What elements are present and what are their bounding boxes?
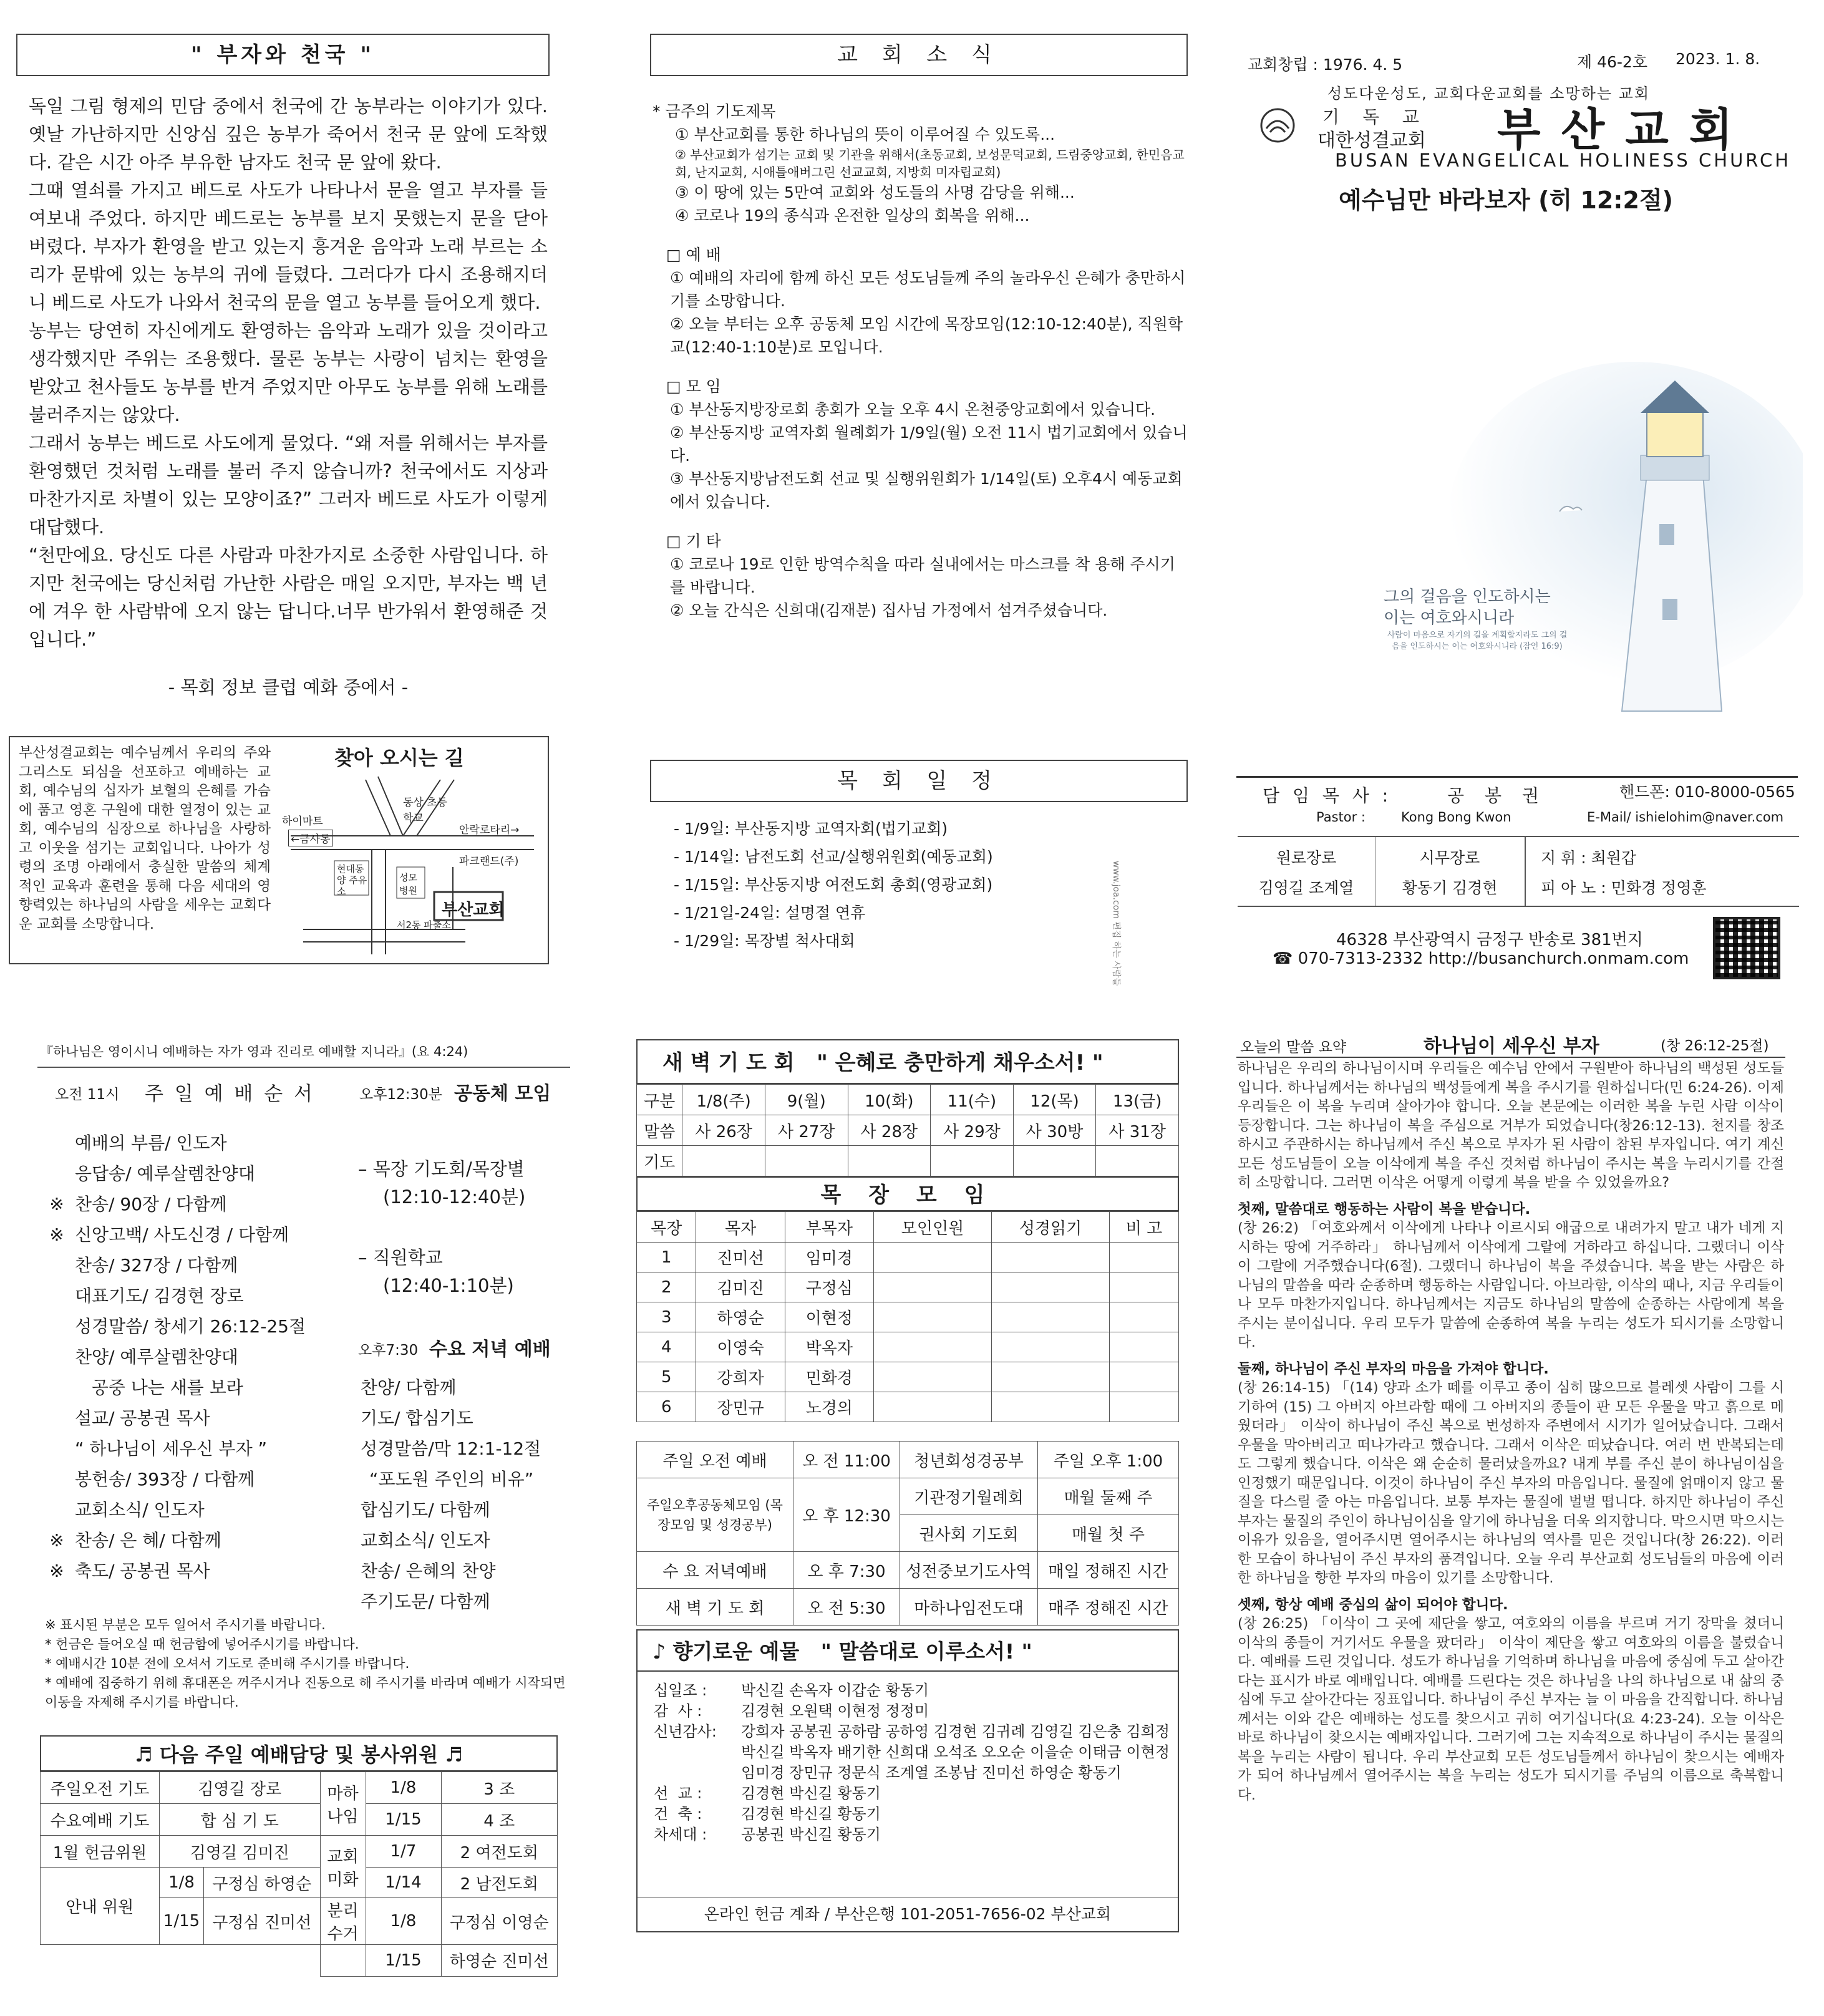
dawn-title: 새 벽 기 도 회 " 은혜로 충만하게 채우소서! " bbox=[636, 1039, 1179, 1084]
sunday-order-text: 찬송/ 327장 / 다함께 bbox=[75, 1255, 238, 1276]
wednesday-time: 오후7:30 bbox=[358, 1342, 419, 1359]
sunday-order-text: 설교/ 공봉권 목사 bbox=[75, 1408, 210, 1428]
image-caption-1: 그의 걸음을 인도하시는 bbox=[1384, 588, 1551, 606]
duty-cell: 합 심 기 도 bbox=[160, 1804, 321, 1836]
news-section-head: □ 모 임 bbox=[666, 377, 721, 395]
offering-names: 박신길 손옥자 이갑순 황동기 bbox=[741, 1682, 929, 1699]
sunday-order-item bbox=[39, 1158, 338, 1189]
cell-table-cell bbox=[992, 1302, 1110, 1332]
issue-date: 2023. 1. 8. bbox=[1676, 50, 1760, 68]
news-item: ② 부산동지방 교역자회 월례회가 1/9일(월) 오전 11시 법기교회에서 있습니다. bbox=[670, 424, 1188, 465]
sunday-order-item bbox=[39, 1311, 338, 1342]
map-label: 서2동 파출소 bbox=[397, 919, 451, 931]
sermon-title: 하나님이 세우신 부자 bbox=[1424, 1035, 1599, 1057]
cell-header-cell: 목장 bbox=[637, 1212, 696, 1243]
story-title: " 부자와 천국 " bbox=[16, 34, 550, 76]
duty-cell: 분리 수거 bbox=[320, 1898, 366, 1945]
duty-cell: 1/8 bbox=[366, 1898, 441, 1945]
schedule-title: 목 회 일 정 bbox=[650, 760, 1188, 802]
wednesday-item: 주기도문/ 다함께 bbox=[361, 1591, 490, 1612]
table-row bbox=[637, 1302, 1179, 1332]
dawn-scripture-cell: 사 29장 bbox=[931, 1115, 1014, 1146]
cell-table-cell: 임미경 bbox=[785, 1243, 873, 1272]
dawn-prayer-cell: 기도 bbox=[637, 1146, 682, 1176]
pastor-en-label: Pastor : bbox=[1316, 810, 1366, 825]
dawn-scripture-cell: 사 31장 bbox=[1096, 1115, 1179, 1146]
offering-category: 차세대 : bbox=[654, 1826, 707, 1843]
news-section-head: □ 기 타 bbox=[666, 532, 721, 550]
offering-names: 김경현 박신길 황동기 bbox=[741, 1805, 881, 1823]
duty-cell: 1/15 bbox=[366, 1804, 441, 1836]
staff-grid bbox=[1238, 836, 1799, 907]
qr-code-icon bbox=[1713, 917, 1780, 979]
sunday-order-item bbox=[39, 1464, 338, 1495]
offering-row bbox=[654, 1722, 1172, 1783]
offering-category: 십일조 : bbox=[654, 1682, 707, 1699]
worship-note: ※ 표시된 부분은 모두 일어서 주시기를 바랍니다. bbox=[45, 1617, 326, 1632]
wednesday-list bbox=[361, 1372, 541, 1617]
cell-table-cell bbox=[992, 1243, 1110, 1272]
schedule-item: - 1/9일: 부산동지방 교역자회(법기교회) bbox=[674, 820, 948, 838]
dawn-scripture-cell: 사 27장 bbox=[765, 1115, 848, 1146]
offering-category: 선 교 : bbox=[654, 1785, 702, 1802]
sunday-order-item bbox=[39, 1495, 338, 1525]
times-cell: 새 벽 기 도 회 bbox=[637, 1589, 793, 1626]
story-paragraph: 그래서 농부는 베드로 사도에게 물었다. “왜 저를 위해서는 부자를 환영했던 것처럼 노래를 불러 주지 않습니까? 천국에서도 지상과 마찬가지로 차별이 있는 모양이죠?” 그러자 베드로 사도가 이렇게 대답했다. bbox=[29, 432, 548, 538]
schedule-item: - 1/15일: 부산동지방 여전도회 총회(영광교회) bbox=[674, 876, 993, 894]
afternoon-item: – 목장 기도회/목장별 bbox=[358, 1158, 525, 1180]
cell-table-cell: 3 bbox=[637, 1302, 696, 1332]
dawn-scripture-cell: 사 26장 bbox=[682, 1115, 765, 1146]
news-section-head: □ 예 배 bbox=[666, 246, 721, 264]
sunday-order-text: 성경말씀/ 창세기 26:12-25절 bbox=[75, 1316, 306, 1337]
sermon-ref: (창 26:12-25절) bbox=[1661, 1038, 1769, 1054]
table-row bbox=[637, 1332, 1179, 1362]
prayer-item: ② 부산교회가 섬기는 교회 및 기관을 위해서(초동교회, 보성문덕교회, 드림중앙교회, 한민음교회, 난지교회, 시애틀애버그린 선교교회, 지방회 미자립교회) bbox=[675, 147, 1185, 180]
sermon-text: 하나님은 우리의 하나님이시며 우리들은 예수님 안에서 구원받아 하나님의 백성된 성도들입니다. 하나님께서는 하나님의 백성들에게 복을 주시기를 원하십니다(민 6:24-26). 이제 우리들은 이 복을 누리며 살아가야 합니다. 오늘 본문에는 이러한 복을 누린 사람 이삭이 등장합니다. 그는 하나님이 복을 주심으로 거부가 되었습니다(창26:12-13). 천지를 창조하시고 주관하시는 하나님께서 주신 복으로 부자가 된 사람이 참된 부자입니다. 여기 계신 모든 성도님들이 오늘 이삭에게 복을 주신 것처럼 하나님이 주시는 복을 누리시기를 간절히 소망합니다. 그러면 이삭은 어떻게 이렇게 복을 받을 수 있었을까요? bbox=[1238, 1060, 1784, 1191]
offering-category: 건 축 : bbox=[654, 1805, 702, 1823]
pastor-email: E-Mail/ ishielohim@naver.com bbox=[1587, 810, 1784, 825]
times-cell: 오 후 12:30 bbox=[793, 1478, 900, 1552]
duty-cell: 2 여전도회 bbox=[441, 1836, 558, 1868]
sunday-order-item bbox=[39, 1403, 338, 1433]
duty-cell: 김영길 김미진 bbox=[160, 1836, 321, 1868]
sunday-order bbox=[39, 1128, 338, 1586]
dawn-prayer-cell bbox=[682, 1146, 765, 1176]
cell-header-cell: 부목자 bbox=[785, 1212, 873, 1243]
denomination-2: 대한성결교회 bbox=[1317, 130, 1426, 152]
wednesday-item: 기도/ 합심기도 bbox=[361, 1408, 473, 1428]
image-caption-2: 이는 여호와시니라 bbox=[1384, 609, 1515, 628]
dawn-header-cell: 11(수) bbox=[931, 1085, 1014, 1115]
dawn-header-cell: 12(목) bbox=[1013, 1085, 1096, 1115]
prayer-item: ④ 코로나 19의 종식과 온전한 일상의 회복을 위해... bbox=[675, 206, 1030, 225]
offering-names: 강희자 공봉권 공하람 공하영 김경현 김귀례 김영길 김은충 김희정 박신길 박옥자 배기한 신희대 오석조 오오순 이을순 이태금 이현정 임미경 장민규 정문식 조계열 조봉남 진미선 하영순 황동기 bbox=[741, 1723, 1170, 1781]
image-small-caption: 사람이 마음으로 자기의 길을 계획할지라도 그의 걸음을 인도하시는 이는 여호와시니라 (잠언 16:9) bbox=[1387, 631, 1568, 651]
news-item: ③ 부산동지방남전도회 선교 및 실행위원회가 1/14일(토) 오후4시 예동교회에서 있습니다. bbox=[670, 470, 1183, 511]
news-item: ① 예배의 자리에 함께 하신 모든 성도님들께 주의 놀라우신 은혜가 충만하시기를 소망합니다. bbox=[670, 269, 1186, 310]
wednesday-item: 교회소식/ 인도자 bbox=[361, 1530, 490, 1551]
cell-table bbox=[636, 1211, 1179, 1422]
times-cell: 청년회성경공부 bbox=[900, 1442, 1038, 1478]
sermon-text: (창 26:14-15) 「(14) 양과 소가 떼를 이루고 종이 심히 많으므로 블레셋 사람이 그를 시기하여 (15) 그 아버지 아브라함 때에 그 아버지의 종들이 판 모든 우물을 막고 흙으로 메웠더라」 이삭이 하나님이 주신 복으로 번성하자 주변에서 시기가 일어났습니다. 그래서 우물을 막아버리고 떠나가라고 했습니다. 그래서 이삭은 떠났습니다. 여러 번 반복되는데도 그렇게 했습니다. 이삭은 왜 순순히 물러났을까요? 내게 부를 주신 분이 하나님이심을 인정했기 때문입니다. 이것이 하나님이 주신 부자의 마음입니다. 물질에 얽매이지 않고 물질을 다스릴 줄 아는 마음입니다. 보통 부자는 물질에 벌벌 떱니다. 하지만 하나님이 주신 부자는 물질의 주인이 하나님이심을 알기에 하나님을 더욱 의지합니다. 막으시면 막으시는 이유가 있음을, 열어주시면 열어주시는 하나님의 역사를 믿은 것입니다(창 26:22). 이러한 모습이 하나님이 주신 부자의 품격입니다. 오늘 우리 부산교회 성도님들의 마음에 이러한 하나님을 향한 부자의 마음이 있기를 소망합니다. bbox=[1238, 1380, 1784, 1586]
map-label: 부산교회 bbox=[442, 901, 505, 919]
founded-date: 교회창립 : 1976. 4. 5 bbox=[1248, 56, 1403, 74]
story-source: - 목회 정보 클럽 예화 중에서 - bbox=[168, 677, 409, 698]
cell-header-cell: 성경읽기 bbox=[992, 1212, 1110, 1243]
schedule-item: - 1/14일: 남전도회 선교/실행위원회(예동교회) bbox=[674, 848, 993, 866]
cell-table-cell: 4 bbox=[637, 1332, 696, 1362]
sunday-order-item bbox=[39, 1281, 338, 1311]
sermon-point-heading: 둘째, 하나님이 주신 부자의 마음을 가져야 합니다. bbox=[1238, 1360, 1549, 1377]
duty-cell: 1/15 bbox=[160, 1898, 204, 1945]
sunday-order-item bbox=[39, 1250, 338, 1281]
duty-cell: 구정심 이영순 bbox=[441, 1898, 558, 1945]
church-motto: 성도다운성도, 교회다운교회를 소망하는 교회 bbox=[1327, 85, 1651, 102]
times-cell: 오 전 11:00 bbox=[793, 1442, 900, 1478]
duty-cell: 1/15 bbox=[366, 1945, 441, 1977]
times-cell: 성전중보기도사역 bbox=[900, 1552, 1038, 1589]
dawn-header-cell: 10(화) bbox=[848, 1085, 931, 1115]
sermon-text: (창 26:2) 「여호와께서 이삭에게 나타나 이르시되 애굽으로 내려가지 말고 내가 네게 지시하는 땅에 거주하라」 하나님께서 이삭에게 그랄에 거하라고 하십니다. 그랬더니 이삭이 그랄에 거주했습니다(6절). 그랬더니 하나님이 복을 주셨습니다. 복을 받는 사람은 하나님의 말씀을 따라 순종하며 행동하는 사람입니다. 아브라함, 이삭의 때나, 지금 우리들이나 모두 마찬가지입니다. 하나님께서는 지금도 하나님의 말씀에 순종하는 사람에게 복을 주시는 분이십니다. 우리 모두가 말씀에 순종하여 복을 누리는 성도가 되시기를 소망합니다. bbox=[1238, 1220, 1784, 1350]
pastor-label: 담 임 목 사 : bbox=[1263, 785, 1392, 806]
map-label: 동상 초등학교 bbox=[403, 797, 448, 825]
duty-cell: 교회 미화 bbox=[320, 1836, 366, 1898]
duty-cell: 하영순 진미선 bbox=[441, 1945, 558, 1977]
elder-emeritus-names: 김영길 조계열 bbox=[1258, 879, 1354, 897]
times-cell: 마하나임전도대 bbox=[900, 1589, 1038, 1626]
sunday-order-item bbox=[39, 1189, 338, 1219]
dawn-header-cell: 구분 bbox=[637, 1085, 682, 1115]
offering-row bbox=[654, 1783, 1172, 1804]
story-paragraph: 그때 열쇠를 가지고 베드로 사도가 나타나서 문을 열고 부자를 들여보내 주었다. 하지만 베드로는 농부를 보지 못했는지 문을 닫아 버렸다. 부자가 환영을 받고 있는지 흥겨운 음악과 노래 부르는 소리가 문밖에 있는 농부의 귀에 들렸다. 그러다가 다시 조용해지더니 베드로 사도가 나와서 천국의 문을 열고 농부를 들어오게 했다. bbox=[29, 180, 548, 313]
sunday-order-text: 찬양/ 예루살렘찬양대 bbox=[75, 1347, 238, 1367]
standing-mark: ※ bbox=[49, 1530, 64, 1551]
afternoon-title: 공동체 모임 bbox=[454, 1083, 551, 1105]
sunday-order-item bbox=[39, 1219, 338, 1250]
sunday-order-text: 교회소식/ 인도자 bbox=[75, 1500, 205, 1520]
table-row bbox=[637, 1392, 1179, 1422]
duty-cell: 수요예배 기도 bbox=[41, 1804, 160, 1836]
times-cell: 기관정기월례회 bbox=[900, 1478, 1038, 1515]
cell-table-cell: 민화경 bbox=[785, 1362, 873, 1392]
side-print-text: www.joa.com 편집 하는 사람들 bbox=[1111, 861, 1121, 986]
cell-table-cell bbox=[992, 1332, 1110, 1362]
sunday-order-item bbox=[39, 1128, 338, 1158]
sermon-body bbox=[1238, 1059, 1784, 1805]
sermon-point-heading: 첫째, 말씀대로 행동하는 사람이 복을 받습니다. bbox=[1238, 1201, 1531, 1218]
dawn-prayer-cell bbox=[931, 1146, 1014, 1176]
duty-cell: 구정심 진미선 bbox=[204, 1898, 321, 1945]
duty-cell: 안내 위원 bbox=[41, 1868, 160, 1945]
news-item: ② 오늘 부터는 오후 공동체 모임 시간에 목장모임(12:10-12:40분), 직원학교(12:40-1:10분)로 모입니다. bbox=[670, 315, 1183, 356]
dawn-table bbox=[636, 1084, 1179, 1176]
duty-cell: 1/7 bbox=[366, 1836, 441, 1868]
sunday-order-item bbox=[39, 1556, 338, 1586]
dawn-prayer-cell bbox=[1013, 1146, 1096, 1176]
cell-table-cell: 박옥자 bbox=[785, 1332, 873, 1362]
sunday-order-text: 대표기도/ 김경현 장로 bbox=[75, 1286, 244, 1306]
standing-mark: ※ bbox=[49, 1561, 64, 1581]
cell-table-cell bbox=[873, 1392, 991, 1422]
cell-table-cell bbox=[992, 1392, 1110, 1422]
church-name-en: BUSAN EVANGELICAL HOLINESS CHURCH bbox=[1335, 150, 1792, 171]
table-row bbox=[637, 1272, 1179, 1302]
map-label: 파크랜드(주) bbox=[459, 855, 519, 868]
story-paragraph: 농부는 당연히 자신에게도 환영하는 음악과 노래가 있을 것이라고 생각했지만 주위는 조용했다. 물론 농부는 사랑이 넘치는 환영을 받았고 천사들도 농부를 반겨 주었지만 아무도 농부를 위해 노래를 불러주지는 않았다. bbox=[29, 320, 548, 425]
map-title: 찾아 오시는 길 bbox=[334, 746, 464, 770]
duty-cell: 주일오전 기도 bbox=[41, 1772, 160, 1804]
dawn-prayer-cell bbox=[765, 1146, 848, 1176]
sunday-order-text: 신앙고백/ 사도신경 / 다함께 bbox=[75, 1224, 289, 1245]
offering-names: 공봉권 박신길 황동기 bbox=[741, 1826, 881, 1843]
sermon-label: 오늘의 말씀 요약 bbox=[1240, 1039, 1347, 1055]
sunday-order-item bbox=[39, 1525, 338, 1556]
dawn-scripture-cell: 사 30방 bbox=[1013, 1115, 1096, 1146]
year-theme: 예수님만 바라보자 (히 12:2절) bbox=[1339, 187, 1674, 214]
times-cell: 주일오후공동체모임 (목장모임 및 성경공부) bbox=[637, 1478, 793, 1552]
offering-category: 감 사 : bbox=[654, 1702, 702, 1720]
sunday-order-text: 공중 나는 새를 보라 bbox=[75, 1377, 243, 1398]
cell-table-cell bbox=[1110, 1332, 1179, 1362]
choir-director: 지 휘 : 최원갑 bbox=[1541, 849, 1637, 867]
cell-table-cell bbox=[1110, 1392, 1179, 1422]
times-cell: 매일 정해진 시간 bbox=[1038, 1552, 1179, 1589]
lighthouse-illustration bbox=[1354, 362, 1803, 717]
news-item: ① 코로나 19로 인한 방역수칙을 따라 실내에서는 마스크를 착 용해 주시기를 바랍니다. bbox=[670, 555, 1175, 596]
cell-table-cell bbox=[1110, 1362, 1179, 1392]
story-paragraph: “천만에요. 당신도 다른 사람과 마찬가지로 소중한 사람입니다. 하지만 천국에는 당신처럼 가난한 사람은 매일 오지만, 부자는 백 년에 겨우 한 사람밖에 오지 않는 답니다.너무 반가워서 환영해준 것 입니다.” bbox=[29, 545, 548, 650]
wednesday-item: 찬양/ 다함께 bbox=[361, 1377, 457, 1398]
church-contact: ☎ 070-7313-2332 http://busanchurch.onmam.com bbox=[1273, 949, 1689, 968]
cell-table-cell: 이영숙 bbox=[696, 1332, 785, 1362]
cell-table-cell: 6 bbox=[637, 1392, 696, 1422]
map-label: ←금사동 bbox=[288, 830, 333, 846]
dawn-prayer-cell bbox=[1096, 1146, 1179, 1176]
offering-row bbox=[654, 1804, 1172, 1825]
elder-emeritus-head: 원로장로 bbox=[1276, 849, 1337, 867]
cell-table-cell: 1 bbox=[637, 1243, 696, 1272]
cell-table-cell: 노경의 bbox=[785, 1392, 873, 1422]
cell-table-cell bbox=[992, 1362, 1110, 1392]
dawn-scripture-cell: 사 28장 bbox=[848, 1115, 931, 1146]
cell-table-cell bbox=[992, 1272, 1110, 1302]
offering-account: 온라인 헌금 계좌 / 부산은행 101-2051-7656-02 부산교회 bbox=[638, 1897, 1178, 1931]
wednesday-item: “포도원 주인의 비유” bbox=[369, 1469, 534, 1490]
cell-header-cell: 비 고 bbox=[1110, 1212, 1179, 1243]
prayer-item: ③ 이 땅에 있는 5만여 교회와 성도들의 사명 감당을 위해... bbox=[675, 183, 1075, 201]
vision-text: 부산성결교회는 예수님께서 우리의 주와 그리스도 되심을 선포하고 예배하는 교회, 예수님의 십자가 보혈의 은혜를 가슴에 품고 영혼 구원에 대한 열정이 있는 교회, 예수님의 심장으로 하나님을 사랑하고 이웃을 섬기는 교회입니다. 나아가 성령의 조명 아래에서 충실한 말씀의 체계적인 교육과 훈련을 통해 다음 세대의 영향력있는 하나님의 사람을 세우는 교회다운 교회를 소망합니다. bbox=[19, 745, 271, 933]
table-row bbox=[637, 1243, 1179, 1272]
church-name: 부 산 교 회 bbox=[1497, 104, 1735, 156]
afternoon-list bbox=[358, 1155, 525, 1300]
worship-note: * 헌금은 들어오실 때 헌금함에 넣어주시기를 바랍니다. bbox=[45, 1637, 359, 1652]
prayer-item: ① 부산교회를 통한 하나님의 뜻이 이루어질 수 있도록... bbox=[675, 125, 1055, 143]
staff-top-rule bbox=[1236, 776, 1798, 778]
duty-cell: 2 남전도회 bbox=[441, 1868, 558, 1898]
duty-cell: 1/8 bbox=[160, 1868, 204, 1898]
cell-table-cell bbox=[873, 1332, 991, 1362]
cell-table-cell bbox=[873, 1302, 991, 1332]
news-title: 교 회 소 식 bbox=[650, 34, 1188, 76]
times-cell: 주일 오전 예배 bbox=[637, 1442, 793, 1478]
dawn-header-cell: 1/8(주) bbox=[682, 1085, 765, 1115]
cell-table-cell bbox=[1110, 1243, 1179, 1272]
dawn-header-cell: 9(월) bbox=[765, 1085, 848, 1115]
offering-row bbox=[654, 1701, 1172, 1722]
worship-note: * 예배시간 10분 전에 오셔서 기도로 준비해 주시기를 바랍니다. bbox=[45, 1656, 410, 1671]
news-body bbox=[652, 100, 1189, 622]
cell-table-cell: 강희자 bbox=[696, 1362, 785, 1392]
times-cell: 오 후 7:30 bbox=[793, 1552, 900, 1589]
duty-table bbox=[40, 1771, 558, 1977]
offering-box bbox=[636, 1672, 1179, 1932]
afternoon-item: – 직원학교 bbox=[358, 1247, 443, 1268]
issue-number: 제 46-2호 bbox=[1577, 53, 1647, 71]
pianist: 피 아 노 : 민화경 정영훈 bbox=[1541, 879, 1707, 897]
offering-row bbox=[654, 1680, 1172, 1701]
denomination-1: 기 독 교 bbox=[1322, 107, 1428, 127]
cell-table-cell: 5 bbox=[637, 1362, 696, 1392]
sunday-order-text: “ 하나님이 세우신 부자 ” bbox=[75, 1438, 268, 1459]
duty-cell: 1/14 bbox=[366, 1868, 441, 1898]
cell-table-cell: 진미선 bbox=[696, 1243, 785, 1272]
duty-cell: 3 조 bbox=[441, 1772, 558, 1804]
offering-names: 김경현 박신길 황동기 bbox=[741, 1785, 881, 1802]
map-label: 현대동양 주유소 bbox=[337, 863, 367, 897]
cell-table-cell bbox=[873, 1272, 991, 1302]
times-cell: 오 전 5:30 bbox=[793, 1589, 900, 1626]
cell-table-cell bbox=[1110, 1302, 1179, 1332]
cell-table-cell: 이현정 bbox=[785, 1302, 873, 1332]
duty-title: ♬ 다음 주일 예배담당 및 봉사위원 ♬ bbox=[40, 1735, 558, 1771]
offering-row bbox=[654, 1825, 1172, 1845]
cell-header-cell: 모인인원 bbox=[873, 1212, 991, 1243]
sunday-order-item bbox=[39, 1433, 338, 1464]
cell-header-cell: 목자 bbox=[696, 1212, 785, 1243]
pastor-name-en: Kong Bong Kwon bbox=[1401, 810, 1511, 825]
cell-table-cell bbox=[873, 1362, 991, 1392]
cell-table-cell bbox=[873, 1243, 991, 1272]
worship-verse: 『하나님은 영이시니 예배하는 자가 영과 진리로 예배할 지니라』(요 4:24) bbox=[40, 1044, 468, 1059]
afternoon-item: (12:10-12:40분) bbox=[383, 1186, 526, 1208]
sunday-order-text: 응답송/ 예루살렘찬양대 bbox=[75, 1163, 255, 1184]
duty-cell: 1월 헌금위원 bbox=[41, 1836, 160, 1868]
duty-cell: 4 조 bbox=[441, 1804, 558, 1836]
table-row bbox=[637, 1362, 1179, 1392]
cell-table-cell: 하영순 bbox=[696, 1302, 785, 1332]
cell-table-cell: 2 bbox=[637, 1272, 696, 1302]
elder-serving-names: 황동기 김경현 bbox=[1402, 879, 1498, 897]
standing-mark: ※ bbox=[49, 1224, 64, 1245]
times-cell: 수 요 저녁예배 bbox=[637, 1552, 793, 1589]
worship-notes bbox=[45, 1616, 575, 1712]
worship-note: * 예배에 집중하기 위해 휴대폰은 꺼주시거나 진동으로 해 주시기를 바라며 예배가 시작되면 이동을 자제해 주시기를 바랍니다. bbox=[45, 1675, 566, 1710]
cell-table-cell bbox=[1110, 1272, 1179, 1302]
prayer-head: * 금주의 기도제목 bbox=[652, 102, 776, 120]
news-item: ② 오늘 간식은 신희대(김재분) 집사님 가정에서 섬겨주셨습니다. bbox=[670, 601, 1108, 619]
church-address: 46328 부산광역시 금정구 반송로 381번지 bbox=[1336, 931, 1643, 949]
cell-table-cell: 장민규 bbox=[696, 1392, 785, 1422]
times-cell: 매주 정해진 시간 bbox=[1038, 1589, 1179, 1626]
pastor-name: 공 봉 권 bbox=[1447, 785, 1546, 806]
standing-mark: ※ bbox=[49, 1194, 64, 1214]
wednesday-item: 찬송/ 은혜의 찬양 bbox=[361, 1561, 496, 1581]
sermon-text: (창 26:25) 「이삭이 그 곳에 제단을 쌓고, 여호와의 이름을 부르며 거기 장막을 쳤더니 이삭의 종들이 거기서도 우물을 팠더라」 이삭이 제단을 쌓고 여호와의 이름을 불렀습니다. 예배를 드린 것입니다. 성도가 하나님을 기억하며 하나님을 마음에 중심에 두고 살아간다는 표시가 바로 예배입니다. 예배를 드린다는 것은 하나님을 나의 하나님으로 내 삶의 중심에 두고 살아간다는 징표입니다. 하나님이 주신 부자는 늘 이 마음을 간직합니다. 하나님께서는 이와 같은 예배하는 성도를 찾으시고 귀히 여기십니다(요 4:23-24). 오늘 이삭은 바로 하나님이 찾으시는 예배자입니다. 그러기에 그는 지속적으로 하나님이 주시는 물질의 복을 누리는 사람이 됩니다. 우리 부산교회 모든 성도님들께서 하나님이 찾으시는 예배자가 되어 하나님께서 열어주시는 복을 누리는 성도가 되시기를 주님의 이름으로 축복합니다. bbox=[1238, 1616, 1784, 1803]
wednesday-title: 수요 저녁 예배 bbox=[429, 1339, 551, 1360]
offering-names: 김경현 오원택 이현정 정정미 bbox=[741, 1702, 929, 1720]
sunday-order-item bbox=[39, 1372, 338, 1403]
offering-title: ♪ 향기로운 예물 " 말씀대로 이루소서! " bbox=[636, 1629, 1179, 1672]
wednesday-item: 합심기도/ 다함께 bbox=[361, 1500, 490, 1520]
pastor-phone: 핸드폰: 010-8000-0565 bbox=[1619, 783, 1795, 801]
afternoon-item: (12:40-1:10분) bbox=[383, 1275, 514, 1296]
schedule-item: - 1/21일-24일: 설명절 연휴 bbox=[674, 904, 866, 922]
location-map bbox=[278, 742, 544, 958]
map-label: 성모 병원 bbox=[399, 872, 417, 896]
elder-serving-head: 시무장로 bbox=[1419, 849, 1480, 867]
dawn-prayer-cell bbox=[848, 1146, 931, 1176]
sunday-order-text: 봉헌송/ 393장 / 다함께 bbox=[75, 1469, 255, 1490]
sunday-title: 주 일 예 배 순 서 bbox=[145, 1083, 315, 1105]
duty-cell: 마하 나임 bbox=[320, 1772, 366, 1836]
offering-category: 신년감사: bbox=[654, 1723, 717, 1740]
cell-title: 목 장 모 임 bbox=[636, 1176, 1179, 1211]
times-cell: 주일 오후 1:00 bbox=[1038, 1442, 1179, 1478]
afternoon-time: 오후12:30분 bbox=[359, 1087, 442, 1103]
sunday-order-text: 찬송/ 은 혜/ 다함께 bbox=[75, 1530, 221, 1551]
dawn-scripture-cell: 말씀 bbox=[637, 1115, 682, 1146]
church-logo-icon bbox=[1258, 107, 1298, 143]
sunday-order-item bbox=[39, 1342, 338, 1372]
story-paragraph: 독일 그림 형제의 민담 중에서 천국에 간 농부라는 이야기가 있다. 옛날 가난하지만 신앙심 깊은 농부가 죽어서 천국 문 앞에 도착했다. 같은 시간 아주 부유한 남자도 천국 문 앞에 왔다. bbox=[29, 95, 548, 173]
wednesday-item: 성경말씀/막 12:1-12절 bbox=[361, 1438, 541, 1459]
schedule-list bbox=[674, 815, 1185, 955]
sunday-order-text: 예배의 부름/ 인도자 bbox=[75, 1133, 227, 1153]
times-cell: 매월 둘째 주 bbox=[1038, 1478, 1179, 1515]
map-label: 안락로타리→ bbox=[459, 824, 520, 836]
story-body bbox=[29, 92, 548, 654]
duty-cell: 김영길 장로 bbox=[160, 1772, 321, 1804]
cell-table-cell: 김미진 bbox=[696, 1272, 785, 1302]
sunday-order-text: 축도/ 공봉권 목사 bbox=[75, 1561, 210, 1581]
dawn-header-cell: 13(금) bbox=[1096, 1085, 1179, 1115]
sunday-time: 오전 11시 bbox=[55, 1087, 120, 1103]
sunday-order-text: 찬송/ 90장 / 다함께 bbox=[75, 1194, 227, 1214]
map-label: 하이마트 bbox=[282, 815, 323, 828]
news-item: ① 부산동지방장로회 총회가 오늘 오후 4시 온천중앙교회에서 있습니다. bbox=[670, 400, 1156, 419]
cell-table-cell: 구정심 bbox=[785, 1272, 873, 1302]
duty-cell: 1/8 bbox=[366, 1772, 441, 1804]
times-table bbox=[636, 1441, 1179, 1626]
schedule-item: - 1/29일: 목장별 척사대회 bbox=[674, 932, 855, 950]
sermon-point-heading: 셋째, 항상 예배 중심의 삶이 되어야 합니다. bbox=[1238, 1596, 1508, 1613]
times-cell: 권사회 기도회 bbox=[900, 1515, 1038, 1552]
times-cell: 매월 첫 주 bbox=[1038, 1515, 1179, 1552]
duty-cell: 구정심 하영순 bbox=[204, 1868, 321, 1898]
